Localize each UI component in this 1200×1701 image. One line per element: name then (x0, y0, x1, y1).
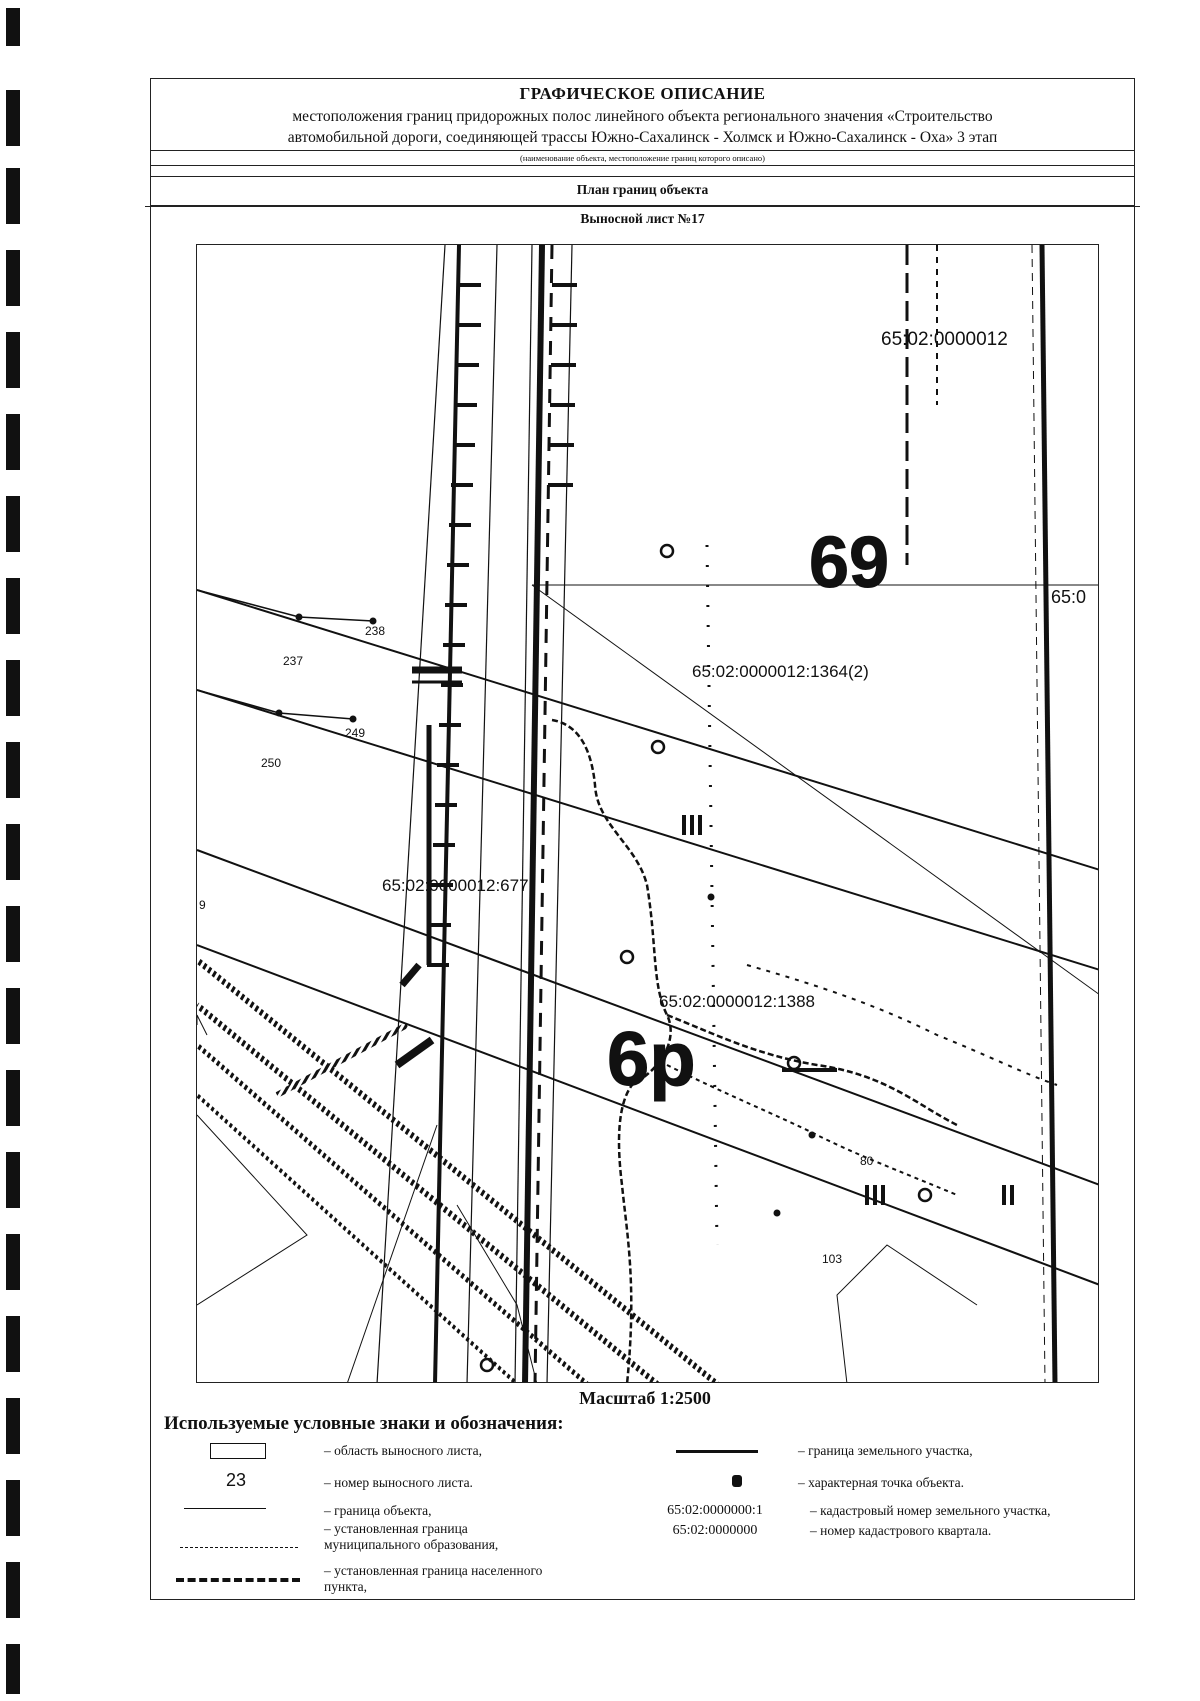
tree-icon (919, 1189, 931, 1201)
subtitle-line: местоположения границ придорожных полос линейного объекта регионального значения «Строительство (292, 108, 993, 125)
characteristic-point (809, 1132, 816, 1139)
binder-mark (6, 824, 20, 880)
characteristic-point (774, 1210, 781, 1217)
grass-icon (690, 815, 694, 835)
binder-mark (6, 90, 20, 146)
binder-mark (6, 414, 20, 470)
binder-mark (6, 660, 20, 716)
tree-icon (621, 951, 633, 963)
map-drawing (197, 245, 1099, 1383)
binder-mark (6, 332, 20, 388)
plan-title: План границ объекта (150, 176, 1135, 206)
binder-mark (6, 578, 20, 634)
ditch-band (197, 1005, 657, 1383)
binder-mark (6, 1562, 20, 1618)
marker-segment (397, 1040, 432, 1065)
grass-icon (1010, 1185, 1014, 1205)
object-boundary (197, 690, 1099, 970)
big-number-label: 6р (607, 1017, 696, 1102)
legend-line: – установленная граница населенного (324, 1563, 543, 1578)
legend-title: Используемые условные знаки и обозначения: (164, 1413, 564, 1434)
grass-icon (865, 1185, 869, 1205)
municipal-boundary-symbol (180, 1547, 298, 1548)
map-labels (199, 329, 1086, 1266)
legend-characteristic-point: – характерная точка объекта. (798, 1475, 964, 1490)
legend-quarter-number: – номер кадастрового квартала. (810, 1523, 992, 1538)
point-label: 250 (261, 756, 282, 770)
marker-segment (402, 965, 419, 985)
grass-icon (1002, 1185, 1006, 1205)
legend-object-boundary: – граница объекта, (324, 1503, 432, 1518)
legend-line: пункта, (324, 1579, 368, 1594)
legend-line: муниципального образования, (324, 1537, 499, 1552)
cad-number-sample: 65:02:0000000:1 (667, 1503, 763, 1518)
sheet-area-symbol (210, 1443, 266, 1459)
binder-mark (6, 1480, 20, 1536)
sheet-number-sample: 23 (226, 1470, 247, 1490)
tree-icon (788, 1057, 800, 1069)
legend-line: – установленная граница (324, 1521, 468, 1536)
grass-icon (682, 815, 686, 835)
characteristic-point (276, 710, 283, 717)
binder-mark (6, 250, 20, 306)
legend-cad-number: – кадастровый номер земельного участка, (810, 1503, 1051, 1518)
boundary-map (196, 244, 1099, 1383)
legend-settlement-boundary (324, 1563, 542, 1595)
ditch-band (277, 1025, 407, 1095)
binder-mark (6, 1234, 20, 1290)
tree-icon (481, 1359, 493, 1371)
binder-mark (6, 1644, 20, 1694)
parcel-boundary (532, 585, 1099, 995)
point-label: 103 (822, 1252, 843, 1266)
object-boundary-symbol (184, 1508, 266, 1509)
parcel-label: 65:02:0000012:1388 (659, 992, 815, 1011)
object-boundary (197, 590, 1099, 870)
legend-sheet-number: – номер выносного листа. (324, 1475, 473, 1490)
point-label: 237 (283, 654, 304, 668)
road-ticks (427, 285, 481, 965)
legend-sheet-area: – область выносного листа, (324, 1443, 482, 1458)
point-label: 249 (345, 726, 366, 740)
edge-label: 65:0 (1051, 587, 1087, 607)
quarter-label: 65:02:0000012 (881, 329, 1008, 350)
road-axis-line (525, 245, 542, 1383)
grass-icon (873, 1185, 877, 1205)
grass-icon (698, 815, 702, 835)
parcel-label: 65:02:0000012:1364(2) (692, 662, 869, 681)
parcel-boundary (837, 1245, 977, 1383)
road-ticks (548, 285, 577, 485)
characteristic-point (708, 894, 715, 901)
binder-mark (6, 1316, 20, 1372)
characteristic-point (296, 614, 303, 621)
document-subtitle (151, 106, 1134, 148)
road-edge-line (467, 245, 497, 1383)
quarter-number-sample: 65:02:0000000 (672, 1523, 758, 1538)
characteristic-point (350, 716, 357, 723)
sheet-title: Выносной лист №17 (145, 206, 1140, 232)
object-name-note: (наименование объекта, местоположение границ которого описано) (151, 150, 1134, 166)
contour-line (747, 965, 1057, 1085)
characteristic-point-icon (732, 1475, 742, 1487)
parcel-boundary (197, 1015, 207, 1035)
parcel-boundary-symbol (676, 1450, 758, 1453)
binder-mark (6, 168, 20, 224)
binder-mark (6, 988, 20, 1044)
point-label: 238 (365, 624, 386, 638)
binder-mark (6, 1070, 20, 1126)
subtitle-line: автомобильной дороги, соединяющей трассы Южно-Сахалинск - Холмск и Южно-Сахалинск - Оха» 3 этап (287, 129, 998, 146)
map-lines (197, 245, 1099, 1383)
legend-parcel-boundary: – граница земельного участка, (798, 1443, 973, 1458)
document-title: ГРАФИЧЕСКОЕ ОПИСАНИЕ (519, 84, 766, 103)
point-label: 80 (860, 1154, 874, 1168)
legend-municipal-boundary (324, 1521, 498, 1553)
binder-mark (6, 1152, 20, 1208)
binder-mark (6, 496, 20, 552)
tree-icon (661, 545, 673, 557)
parcel-label: 65:02:0000012:677 (382, 876, 529, 895)
big-number-label: 69 (809, 523, 890, 603)
grass-icon (881, 1185, 885, 1205)
tree-icon (652, 741, 664, 753)
binder-mark (6, 742, 20, 798)
map-scale: Масштаб 1:2500 (579, 1388, 711, 1408)
point-label: 9 (199, 898, 206, 912)
binder-mark (6, 906, 20, 962)
settlement-boundary-symbol (176, 1578, 300, 1582)
right-road-line (1042, 245, 1055, 1383)
binder-mark (6, 8, 20, 46)
